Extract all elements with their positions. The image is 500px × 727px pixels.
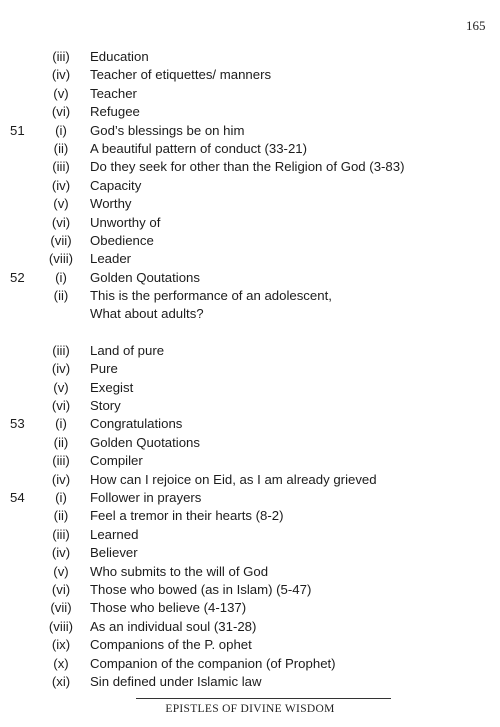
glossary-line [0,507,500,525]
glossary-line [0,599,500,617]
roman-numeral: (v) [53,196,69,212]
glossary-list [0,48,500,691]
roman-numeral: (i) [55,416,67,432]
glossary-line [0,526,500,544]
glossary-line [0,655,500,673]
glossary-line [0,636,500,654]
entry-text: Sin defined under Islamic law [90,673,262,689]
entry-text: Teacher of etiquettes/ manners [90,67,272,83]
glossary-line [0,103,500,121]
roman-numeral: (iii) [52,342,70,358]
entry-text: Golden Quotations [90,434,200,450]
entry-text: Land of pure [90,342,165,358]
glossary-line [0,360,500,378]
roman-numeral: (v) [53,379,69,395]
glossary-line [0,177,500,195]
roman-numeral: (viii) [48,251,74,267]
entry-text: Education [90,49,149,64]
glossary-line [0,158,500,176]
entry-text: Who submits to the will of God [90,563,269,579]
glossary-line [0,415,500,433]
entry-text: Companion of the companion (of Prophet) [90,655,336,671]
entry-text: Golden Qoutations [90,269,200,285]
roman-numeral: (iii) [52,159,70,175]
entry-text: Believer [90,545,138,561]
roman-numeral: (vi) [51,398,71,414]
roman-numeral: (ii) [53,434,69,450]
entry-text: Capacity [90,177,142,193]
roman-numeral: (iii) [52,453,70,469]
entry-text: Congratulations [90,416,183,432]
entry-text: Compiler [90,453,143,469]
section-gap [0,324,500,342]
entry-text: Do they seek for other than the Religion of God (3-83) [90,159,405,175]
roman-numeral: (iv) [51,545,71,561]
entry-text: Learned [90,526,139,542]
entry-text: How can I rejoice on Eid, as I am already grieved [90,471,377,487]
page-number: 165 [466,18,486,33]
glossary-line [0,489,500,507]
entry-text: Exegist [90,379,134,395]
roman-numeral: (vii) [50,232,72,248]
running-footer: EPISTLES OF DIVINE WISDOM [165,703,335,715]
roman-numeral: (ii) [53,508,69,524]
glossary-line [0,66,500,84]
entry-text: What about adults? [90,306,204,322]
roman-numeral: (iii) [52,526,70,542]
glossary-line [0,471,500,489]
entry-number: 53 [10,416,25,432]
glossary-line [0,250,500,268]
roman-numeral: (xi) [51,673,71,689]
roman-numeral: (iv) [51,177,71,193]
glossary-line [0,232,500,250]
entry-text: A beautiful pattern of conduct (33-21) [90,140,308,156]
glossary-line [0,618,500,636]
glossary-line [0,452,500,470]
entry-text: Companions of the P. ophet [90,637,252,653]
roman-numeral: (iv) [51,361,71,377]
entry-text: This is the performance of an adolescent, [90,288,332,304]
entry-text: Pure [90,361,118,377]
glossary-line [0,305,500,323]
roman-numeral: (i) [55,489,67,505]
entry-text: Follower in prayers [90,489,202,505]
glossary-line [0,544,500,562]
roman-numeral: (vi) [51,104,71,120]
entry-text: God’s blessings be on him [90,122,245,138]
roman-numeral: (ii) [53,140,69,156]
glossary-line [0,581,500,599]
roman-numeral: (iv) [51,471,71,487]
glossary-line [0,214,500,232]
roman-numeral: (x) [53,655,69,671]
roman-numeral: (viii) [48,618,74,634]
entry-text: Refugee [90,104,140,120]
glossary-line [0,673,500,691]
glossary-line [0,48,500,66]
roman-numeral: (v) [53,563,69,579]
glossary-line [0,563,500,581]
glossary-line [0,342,500,360]
roman-numeral: (i) [55,269,67,285]
glossary-line [0,122,500,140]
entry-number: 52 [10,269,25,285]
footer-rule [136,698,391,699]
glossary-line [0,140,500,158]
roman-numeral: (v) [53,85,69,101]
glossary-line [0,434,500,452]
entry-number: 51 [10,122,25,138]
entry-text: As an individual soul (31-28) [90,618,257,634]
entry-number: 54 [10,489,25,505]
entry-text: Obedience [90,232,154,248]
roman-numeral: (ii) [53,288,69,304]
roman-numeral: (ix) [51,637,71,653]
roman-numeral: (iii) [52,49,70,64]
roman-numeral: (vi) [51,581,71,597]
entry-text: Teacher [90,85,137,101]
glossary-line [0,85,500,103]
roman-numeral: (iv) [51,67,71,83]
entry-text: Unworthy of [90,214,161,230]
glossary-line [0,379,500,397]
entry-text: Story [90,398,121,414]
entry-text: Feel a tremor in their hearts (8-2) [90,508,284,524]
roman-numeral: (i) [55,122,67,138]
entry-text: Those who believe (4-137) [90,600,247,616]
glossary-line [0,397,500,415]
entry-text: Leader [90,251,132,267]
roman-numeral: (vi) [51,214,71,230]
glossary-line [0,287,500,305]
roman-numeral: (vii) [50,600,72,616]
entry-text: Those who bowed (as in Islam) (5-47) [90,581,312,597]
glossary-line [0,269,500,287]
glossary-line [0,195,500,213]
entry-text: Worthy [90,196,132,212]
